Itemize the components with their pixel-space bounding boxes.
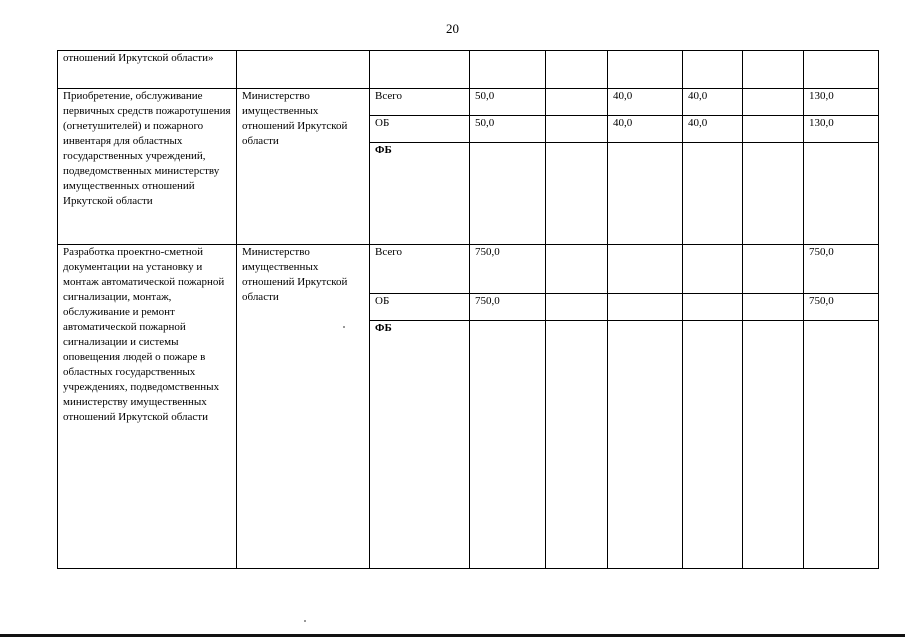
total-cell: 130,0: [804, 89, 879, 116]
value-cell: [546, 89, 608, 116]
value-cell: 40,0: [608, 116, 683, 143]
funding-source-cell: Всего: [370, 245, 470, 294]
value-cell: [608, 143, 683, 245]
funding-source-cell: ОБ: [370, 116, 470, 143]
value-cell: [608, 51, 683, 89]
value-cell: [743, 89, 804, 116]
value-cell: [683, 143, 743, 245]
value-cell: 40,0: [683, 89, 743, 116]
table-row: [58, 51, 879, 89]
total-cell: [804, 143, 879, 245]
budget-table: [57, 50, 879, 569]
value-cell: [743, 294, 804, 321]
funding-source-cell: ФБ: [370, 321, 470, 569]
value-cell: [743, 321, 804, 569]
value-cell: [608, 321, 683, 569]
table-row: [58, 245, 879, 294]
value-cell: 750,0: [470, 294, 546, 321]
value-cell: 750,0: [470, 245, 546, 294]
value-cell: [608, 245, 683, 294]
value-cell: [743, 51, 804, 89]
value-cell: [683, 51, 743, 89]
scan-speck: [343, 326, 345, 328]
value-cell: [470, 143, 546, 245]
total-cell: 130,0: [804, 116, 879, 143]
measure-description: отношений Иркутской области»: [58, 51, 237, 89]
total-cell: 750,0: [804, 245, 879, 294]
table-row: [58, 89, 879, 116]
total-cell: [804, 321, 879, 569]
funding-source-cell: ОБ: [370, 294, 470, 321]
funding-source-cell: ФБ: [370, 143, 470, 245]
page-number: 20: [446, 21, 459, 36]
value-cell: [546, 116, 608, 143]
measure-description: Разработка проектно-сметной документации на установку и монтаж автоматической пожарной сигнализации, монтаж, обслуживание и ремонт автоматической пожарной сигнализации и системы оповещения людей о пожаре в областных государственных учреждениях, подведомственных министерству имущественных отношений Иркутской области: [58, 245, 237, 569]
value-cell: [470, 321, 546, 569]
scan-speck: [304, 620, 306, 622]
value-cell: [470, 51, 546, 89]
value-cell: [743, 245, 804, 294]
total-cell: [804, 51, 879, 89]
value-cell: [743, 143, 804, 245]
value-cell: [546, 51, 608, 89]
value-cell: [546, 321, 608, 569]
executor-cell: Министерство имущественных отношений Иркутской области: [237, 89, 370, 245]
value-cell: 50,0: [470, 89, 546, 116]
value-cell: 40,0: [683, 116, 743, 143]
value-cell: [683, 321, 743, 569]
value-cell: [546, 245, 608, 294]
value-cell: [683, 245, 743, 294]
measure-description: Приобретение, обслуживание первичных средств пожаротушения (огнетушителей) и пожарного инвентаря для областных государственных учреждений, подведомственных министерству имущественных отношений Иркутской области: [58, 89, 237, 245]
total-cell: 750,0: [804, 294, 879, 321]
value-cell: [546, 143, 608, 245]
value-cell: 50,0: [470, 116, 546, 143]
value-cell: [683, 294, 743, 321]
executor-cell: [237, 51, 370, 89]
funding-source-cell: Всего: [370, 89, 470, 116]
page-bottom-edge: [0, 634, 905, 637]
value-cell: 40,0: [608, 89, 683, 116]
value-cell: [743, 116, 804, 143]
funding-source-cell: [370, 51, 470, 89]
value-cell: [608, 294, 683, 321]
executor-cell: Министерство имущественных отношений Иркутской области: [237, 245, 370, 569]
value-cell: [546, 294, 608, 321]
